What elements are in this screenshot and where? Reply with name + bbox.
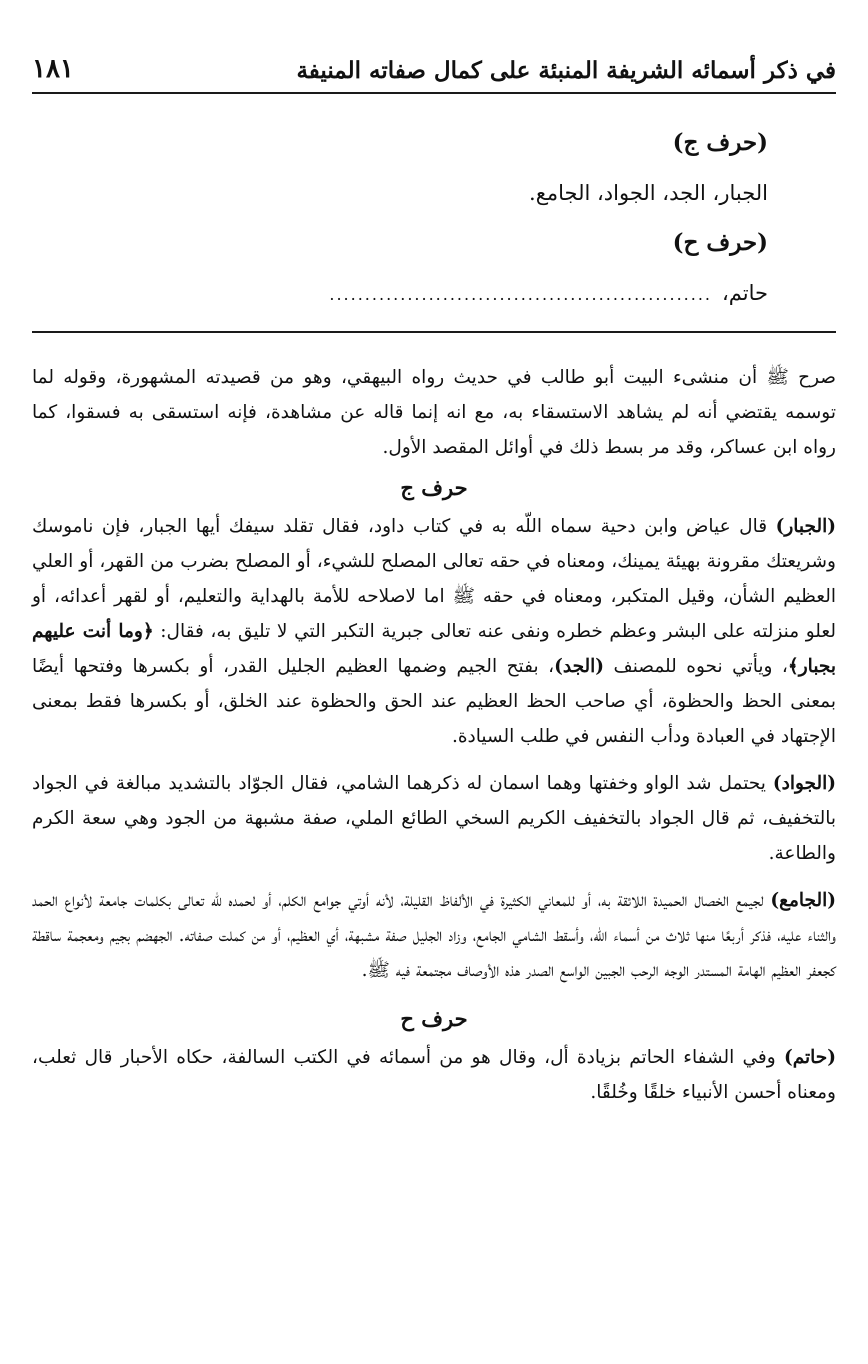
index-name-hatim: حاتم، — [722, 281, 768, 305]
intro-paragraph: صرح ﷺ أن منشىء البيت أبو طالب في حديث رواه البيهقي، وهو من قصيدته المشهورة، وقوله لما توسمه يقتضي أنه لم يشاهد الاستسقاء به، مع انه إنما قاله عن مشاهدة، فإنه استسقى به فسقوا، كما رواه ابن عساكر، وقد مر بسط ذلك في أوائل المقصد الأول. — [32, 367, 836, 458]
commentary-body — [32, 360, 836, 1122]
text-jabbar-b: ، ويأتي نحوه للمصنف — [604, 656, 788, 677]
term-jabbar: (الجبار) — [775, 516, 836, 537]
header-rule — [32, 92, 836, 94]
index-names-ha — [32, 268, 768, 318]
page-header — [32, 32, 836, 84]
section-rule — [32, 331, 836, 333]
text-jawad: يحتمل شد الواو وخفتها وهما اسمان له ذكرهما الشامي، فقال الجوّاد بالتشديد مبالغة في الجواد بالتخفيف، ثم قال الجواد بالتخفيف الكريم السخي الطائع الملي، صفة مشبهة من الجود وهي سعة الكرم والطاعة. — [32, 773, 836, 864]
paragraph-jawad — [32, 766, 836, 871]
running-title: في ذكر أسمائه الشريفة المنبئة على كمال صفاته المنيفة — [296, 57, 836, 84]
text-jami: لجيمع الخصال الحميدة اللائقة به، أو للمعاني الكثيرة في الألفاظ القليلة، لأنه أوتي جوامع الكلم، أو لحمده للّه تعالى بكلمات جامعة لأنواع الحمد والثناء عليه، فذكر أربعًا منها ثلاث من أسماء اللّه، وأسقط الشامي الجامع، وزاد الجليل صفة مشبهة، أي العظيم، أو من كملت صفاته. الجهضم بجيم ومعجمة ساقطة كجعفر العظيم الهامة المستدر الوجه الرحب الجبين الواسع الصدر هذه الأوصاف مجتمعة فيه ﷺ. — [32, 890, 836, 981]
term-jadd: (الجد) — [554, 656, 605, 677]
names-index — [32, 118, 768, 318]
page-number: ١٨١ — [32, 54, 74, 84]
text-hatim: وفي الشفاء الحاتم بزيادة أل، وقال هو من أسمائه في الكتب السالفة، حكاه الأحبار قال ثعلب، ومعناه أحسن الأنبياء خلقًا وخُلقًا. — [32, 1047, 836, 1103]
index-names-jim: الجبار، الجد، الجواد، الجامع. — [529, 181, 768, 205]
paragraph-hatim — [32, 1040, 836, 1110]
paragraph-jami — [32, 883, 836, 988]
quran-quote: ﴿وما أنت عليهم بجبار﴾ — [32, 621, 836, 677]
section-heading-jim: حرف ج — [400, 475, 468, 500]
text-jabbar-a: قال عياض وابن دحية سماه اللّه به في كتاب داود، فقال تقلد سيفك أيها الجبار، فإن ناموسك وشريعتك مقرونة بهيئة يمينك، ومعناه في حقه تعالى المصلح للشيء، أو المصلح بضرب من القهر، أو العلي العظيم الشأن، وقيل المتكبر، ومعناه في حقه ﷺ اما لاصلاحه للأمة بالهداية والتعليم، أو لقهر أعدائه، أو لعلو منزلته على البشر وعظم خطره ونفى عنه تعالى جبرية التكبر التي لا تليق به، فقال: — [32, 516, 836, 642]
term-jawad: (الجواد) — [772, 773, 836, 794]
text-jadd: ، بفتح الجيم وضمها العظيم الجليل القدر، أو بكسرها وفتحها أيضًا بمعنى الحظ والحظوة، أي صاحب الحظ العظيم عند الحق والحظوة عند الخلق، أو بكسرها فقط بمعنى الإجتهاد في العبادة ودأب النفس في طلب السيادة. — [32, 656, 836, 747]
paragraph-jabbar — [32, 509, 836, 754]
term-hatim: (حاتم) — [783, 1047, 836, 1068]
index-heading-ha: (حرف ح) — [672, 229, 768, 256]
term-jami: (الجامع) — [770, 890, 836, 911]
section-heading-ha: حرف ح — [400, 1006, 468, 1031]
index-heading-jim: (حرف ج) — [672, 129, 768, 156]
index-dot-leader: ...................................................... — [329, 284, 713, 304]
